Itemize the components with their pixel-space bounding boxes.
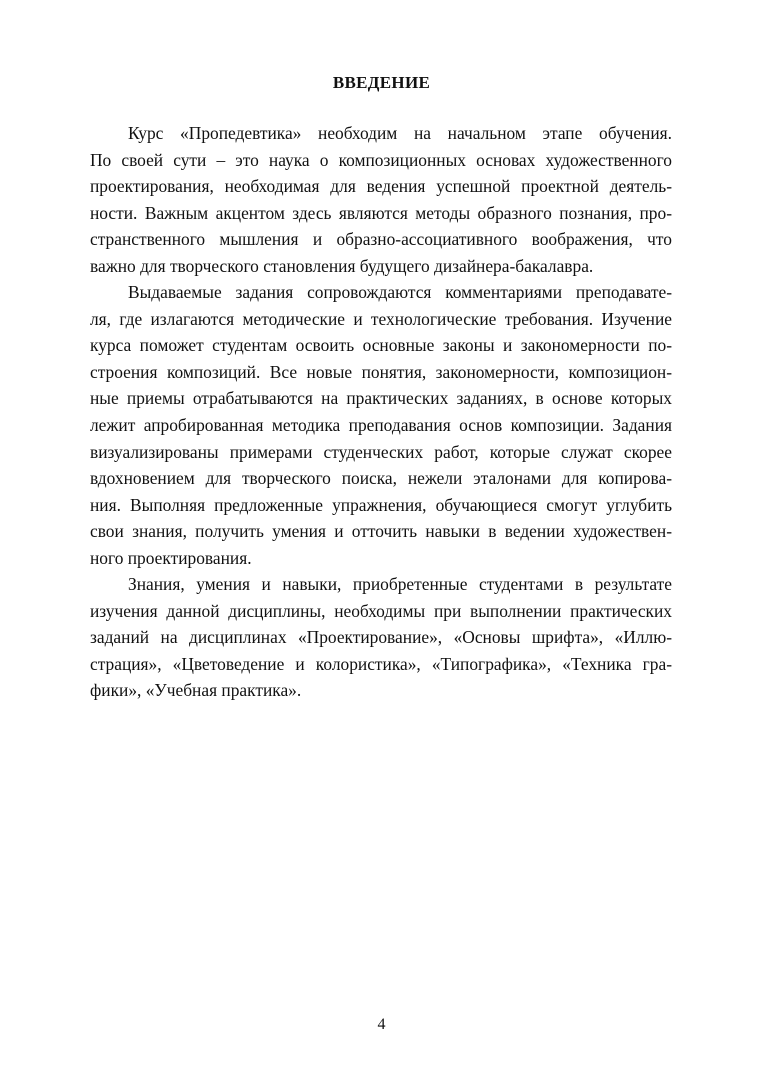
- text-line: ности. Важным акцентом здесь являются методы образного познания, про-: [90, 202, 672, 223]
- text-line: визуализированы примерами студенческих работ, которые служат скорее: [90, 441, 672, 462]
- text-line: заданий на дисциплинах «Проектирование», «Основы шрифта», «Иллю-: [90, 627, 672, 648]
- text-line: фики», «Учебная практика».: [90, 680, 302, 701]
- text-line: проектирования, необходимая для ведения успешной проектной деятель-: [90, 176, 672, 197]
- text-line: свои знания, получить умения и отточить навыки в ведении художествен-: [90, 521, 672, 542]
- text-line: курса поможет студентам освоить основные законы и закономерности по-: [90, 335, 672, 356]
- paragraph-1: [90, 120, 672, 279]
- text-line: лежит апробированная методика преподавания основ композиции. Задания: [90, 415, 672, 436]
- text-line: страция», «Цветоведение и колористика», «Типографика», «Техника гра-: [90, 653, 672, 674]
- page-title: ВВЕДЕНИЕ: [332, 73, 431, 92]
- page-number: 4: [377, 1016, 386, 1033]
- text-line: ные приемы отрабатываются на практических заданиях, в основе которых: [90, 388, 672, 409]
- text-line: строения композиций. Все новые понятия, закономерности, композицион-: [90, 361, 672, 382]
- text-line: Выдаваемые задания сопровождаются комментариями преподавате-: [128, 282, 672, 303]
- text-line: Знания, умения и навыки, приобретенные студентами в результате: [128, 574, 672, 595]
- body-text: [90, 120, 672, 704]
- text-line: ния. Выполняя предложенные упражнения, обучающиеся смогут углубить: [90, 494, 672, 515]
- text-line: важно для творческого становления будущего дизайнера-бакалавра.: [90, 255, 594, 276]
- text-line: изучения данной дисциплины, необходимы при выполнении практических: [90, 600, 672, 621]
- text-line: По своей сути – это наука о композиционных основах художественного: [90, 149, 672, 170]
- text-line: Курс «Пропедевтика» необходим на начальном этапе обучения.: [128, 123, 672, 143]
- text-line: странственного мышления и образно-ассоциативного воображения, что: [90, 229, 672, 250]
- text-line: вдохновением для творческого поиска, нежели эталонами для копирова-: [90, 468, 672, 489]
- text-line: ля, где излагаются методические и технологические требования. Изучение: [90, 308, 672, 329]
- text-line: ного проектирования.: [90, 547, 252, 568]
- paragraph-2: [90, 279, 672, 571]
- paragraph-3: [90, 571, 672, 704]
